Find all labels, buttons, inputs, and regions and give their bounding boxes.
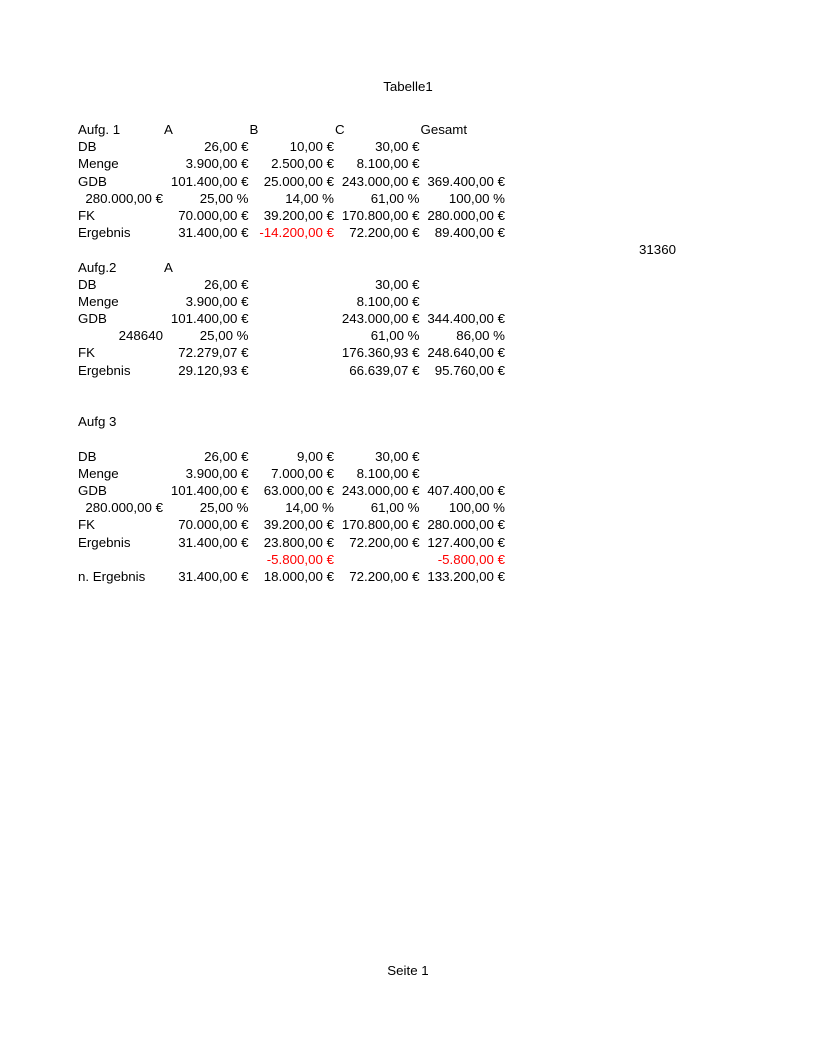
table-cell	[421, 241, 507, 258]
table-row	[78, 568, 677, 585]
table-cell	[506, 155, 592, 172]
table-cell: 10,00 €	[289, 139, 334, 155]
table-cell	[592, 499, 678, 516]
table-cell	[506, 224, 592, 241]
table-cell	[506, 190, 592, 207]
table-cell: 344.400,00 €	[427, 311, 505, 327]
table-cell: 407.400,00 €	[427, 482, 505, 498]
table-cell	[250, 362, 336, 379]
table-cell: 243.000,00 €	[341, 173, 420, 189]
table-row	[78, 121, 677, 138]
table-cell	[592, 207, 678, 224]
table-cell: 101.400,00 €	[170, 311, 249, 327]
table-cell	[506, 241, 592, 258]
table-cell	[592, 138, 678, 155]
table-cell: Aufg. 1	[78, 122, 121, 137]
table-cell	[335, 413, 421, 430]
table-cell	[250, 430, 336, 447]
table-cell	[506, 534, 592, 551]
table-cell	[592, 173, 678, 190]
table-cell: Gesamt	[420, 122, 468, 137]
table-cell	[421, 448, 507, 465]
table-row	[78, 396, 677, 413]
table-cell: 280.000,00 €	[427, 207, 505, 223]
table-cell	[421, 413, 507, 430]
table-cell: Aufg 3	[78, 414, 117, 430]
table-cell: FK	[78, 207, 95, 223]
table-cell: 280.000,00 €	[85, 500, 163, 516]
table-cell	[250, 310, 336, 327]
table-cell	[506, 276, 592, 293]
table-cell	[421, 259, 507, 276]
table-cell	[164, 551, 250, 568]
table-cell: 100,00 %	[448, 190, 505, 206]
table-cell	[506, 482, 592, 499]
table-cell: A	[164, 122, 173, 137]
table-row	[78, 173, 677, 190]
table-cell: FK	[78, 517, 95, 533]
table-cell	[592, 327, 678, 344]
table-cell: 18.000,00 €	[263, 568, 334, 584]
table-cell: 72.279,07 €	[178, 345, 249, 361]
table-cell: 14,00 %	[285, 500, 334, 516]
table-cell: DB	[78, 448, 97, 464]
table-cell	[506, 568, 592, 585]
table-cell	[592, 396, 678, 413]
table-row	[78, 448, 677, 465]
table-cell	[78, 379, 164, 396]
table-cell: -5.800,00 €	[266, 551, 334, 567]
table-cell: 243.000,00 €	[341, 311, 420, 327]
table-cell	[506, 379, 592, 396]
table-cell: Ergebnis	[78, 362, 131, 378]
table-cell: 8.100,00 €	[356, 156, 420, 172]
table-cell: 66.639,07 €	[349, 362, 420, 378]
table-cell: GDB	[78, 311, 107, 327]
table-cell: 26,00 €	[204, 139, 249, 155]
table-cell: 31.400,00 €	[178, 568, 249, 584]
table-cell: GDB	[78, 482, 107, 498]
table-cell: Ergebnis	[78, 534, 131, 550]
table-cell	[592, 362, 678, 379]
table-cell: 2.500,00 €	[271, 156, 334, 172]
table-cell: 63.000,00 €	[263, 482, 334, 498]
table-cell: 30,00 €	[375, 139, 420, 155]
table-row	[78, 344, 677, 361]
table-cell	[506, 499, 592, 516]
table-cell: 70.000,00 €	[178, 517, 249, 533]
table-cell	[335, 241, 421, 258]
table-cell: 369.400,00 €	[427, 173, 505, 189]
table-cell: 61,00 %	[370, 190, 420, 206]
table-cell: Menge	[78, 293, 119, 309]
table-cell: 101.400,00 €	[170, 173, 249, 189]
table-cell	[164, 430, 250, 447]
table-cell	[421, 138, 507, 155]
table-cell	[592, 534, 678, 551]
table-cell	[421, 293, 507, 310]
table-cell: Aufg.2	[78, 259, 117, 275]
table-cell	[506, 430, 592, 447]
table-cell	[250, 241, 336, 258]
table-cell: 26,00 €	[204, 276, 249, 292]
table-cell: 8.100,00 €	[356, 465, 420, 481]
table-cell: 86,00 %	[456, 328, 505, 344]
table-row	[78, 155, 677, 172]
table-cell	[592, 293, 678, 310]
table-cell	[592, 482, 678, 499]
table-cell: 3.900,00 €	[185, 156, 249, 172]
table-cell	[506, 516, 592, 533]
table-cell	[250, 276, 336, 293]
table-cell: 61,00 %	[370, 328, 420, 344]
table-cell: 70.000,00 €	[178, 207, 249, 223]
table-row	[78, 138, 677, 155]
table-row	[78, 259, 677, 276]
table-cell: 25.000,00 €	[263, 173, 334, 189]
table-cell: 280.000,00 €	[85, 190, 163, 206]
table-cell	[506, 413, 592, 430]
page-number: Seite 1	[387, 963, 429, 978]
table-cell	[592, 190, 678, 207]
table-row	[78, 362, 677, 379]
table-cell	[506, 327, 592, 344]
table-cell: 248640	[118, 328, 163, 344]
table-cell: 280.000,00 €	[427, 517, 505, 533]
table-cell: 170.800,00 €	[341, 517, 420, 533]
table-cell: 101.400,00 €	[170, 482, 249, 498]
table-cell	[250, 379, 336, 396]
table-cell: 3.900,00 €	[185, 465, 249, 481]
table-cell	[592, 430, 678, 447]
table-cell: 100,00 %	[448, 500, 505, 516]
table-cell	[506, 448, 592, 465]
table-cell: DB	[78, 276, 97, 292]
table-cell: C	[335, 122, 345, 137]
table-cell	[506, 138, 592, 155]
table-cell	[250, 413, 336, 430]
table-cell: 127.400,00 €	[427, 534, 505, 550]
table-cell: GDB	[78, 173, 107, 189]
table-cell: 23.800,00 €	[263, 534, 334, 550]
table-cell	[164, 396, 250, 413]
table-cell	[592, 568, 678, 585]
table-cell: n. Ergebnis	[78, 568, 146, 584]
table-cell: Ergebnis	[78, 225, 131, 241]
table-cell	[421, 430, 507, 447]
table-cell	[592, 448, 678, 465]
table-row	[78, 430, 677, 447]
table-cell	[78, 430, 164, 447]
table-row	[78, 276, 677, 293]
table-cell	[164, 241, 250, 258]
table-cell: 243.000,00 €	[341, 482, 420, 498]
table-cell: 30,00 €	[375, 448, 420, 464]
table-row	[78, 551, 677, 568]
table-cell: 9,00 €	[297, 448, 334, 464]
table-cell: 39.200,00 €	[263, 207, 334, 223]
table-cell	[250, 396, 336, 413]
table-cell: 31.400,00 €	[178, 534, 249, 550]
table-cell	[250, 327, 336, 344]
table-cell: 14,00 %	[285, 190, 334, 206]
table-cell: DB	[78, 139, 97, 155]
table-cell: 30,00 €	[375, 276, 420, 292]
table-cell: B	[249, 122, 259, 137]
table-cell: A	[164, 259, 173, 275]
table-cell	[421, 396, 507, 413]
table-cell	[164, 413, 250, 430]
table-cell	[592, 310, 678, 327]
table-cell	[78, 396, 164, 413]
table-cell	[421, 379, 507, 396]
table-cell: 176.360,93 €	[341, 345, 420, 361]
table-cell	[421, 155, 507, 172]
table-cell	[592, 551, 678, 568]
table-cell	[506, 310, 592, 327]
table-cell: FK	[78, 345, 95, 361]
table-row	[78, 241, 677, 258]
table-cell	[335, 379, 421, 396]
table-row	[78, 293, 677, 310]
table-row	[78, 190, 677, 207]
table-cell	[335, 396, 421, 413]
table-cell	[592, 465, 678, 482]
table-cell	[592, 379, 678, 396]
table-cell: 170.800,00 €	[341, 207, 420, 223]
table-cell: 89.400,00 €	[434, 225, 505, 241]
table-cell: 31.400,00 €	[178, 225, 249, 241]
table-cell: 72.200,00 €	[349, 568, 420, 584]
table-cell: 25,00 %	[199, 500, 249, 516]
table-row	[78, 534, 677, 551]
table-cell	[592, 259, 678, 276]
table-cell	[78, 241, 164, 258]
table-cell	[592, 155, 678, 172]
table-cell: 72.200,00 €	[349, 534, 420, 550]
table-cell	[506, 551, 592, 568]
table-cell	[421, 465, 507, 482]
table-cell: 95.760,00 €	[434, 362, 505, 378]
table-cell: 3.900,00 €	[185, 293, 249, 309]
table-row	[78, 207, 677, 224]
table-row	[78, 413, 677, 430]
table-cell	[506, 344, 592, 361]
sheet-title: Tabelle1	[383, 79, 433, 94]
table-cell	[506, 207, 592, 224]
table-cell: -14.200,00 €	[259, 225, 334, 241]
table-cell: 133.200,00 €	[427, 568, 505, 584]
table-cell: 26,00 €	[204, 448, 249, 464]
table-cell	[250, 293, 336, 310]
table-cell: Menge	[78, 156, 119, 172]
table-cell	[592, 516, 678, 533]
table-row	[78, 499, 677, 516]
sheet-grid	[78, 121, 677, 585]
table-row	[78, 482, 677, 499]
table-cell	[250, 344, 336, 361]
table-row	[78, 465, 677, 482]
table-cell	[592, 344, 678, 361]
table-cell	[335, 551, 421, 568]
table-cell	[506, 259, 592, 276]
table-cell	[592, 121, 678, 138]
table-cell	[335, 430, 421, 447]
table-cell: 8.100,00 €	[356, 293, 420, 309]
table-cell	[506, 465, 592, 482]
table-cell: Menge	[78, 465, 119, 481]
table-cell	[164, 379, 250, 396]
table-cell	[506, 362, 592, 379]
table-row	[78, 224, 677, 241]
table-cell	[421, 276, 507, 293]
table-cell	[592, 413, 678, 430]
table-cell: 31360	[639, 242, 676, 258]
table-cell	[506, 121, 592, 138]
table-cell	[592, 276, 678, 293]
table-cell	[506, 396, 592, 413]
table-row	[78, 327, 677, 344]
table-cell	[250, 259, 336, 276]
table-cell: 39.200,00 €	[263, 517, 334, 533]
table-cell	[506, 293, 592, 310]
table-cell: 25,00 %	[199, 190, 249, 206]
table-cell: 7.000,00 €	[271, 465, 334, 481]
table-cell: 72.200,00 €	[349, 225, 420, 241]
table-cell: 29.120,93 €	[178, 362, 249, 378]
table-cell: 248.640,00 €	[427, 345, 505, 361]
table-row	[78, 379, 677, 396]
table-cell: 61,00 %	[370, 500, 420, 516]
table-row	[78, 516, 677, 533]
table-cell	[592, 224, 678, 241]
table-cell: -5.800,00 €	[437, 551, 505, 567]
table-row	[78, 310, 677, 327]
table-cell	[335, 259, 421, 276]
table-cell	[78, 551, 164, 568]
table-cell	[506, 173, 592, 190]
table-cell: 25,00 %	[199, 328, 249, 344]
